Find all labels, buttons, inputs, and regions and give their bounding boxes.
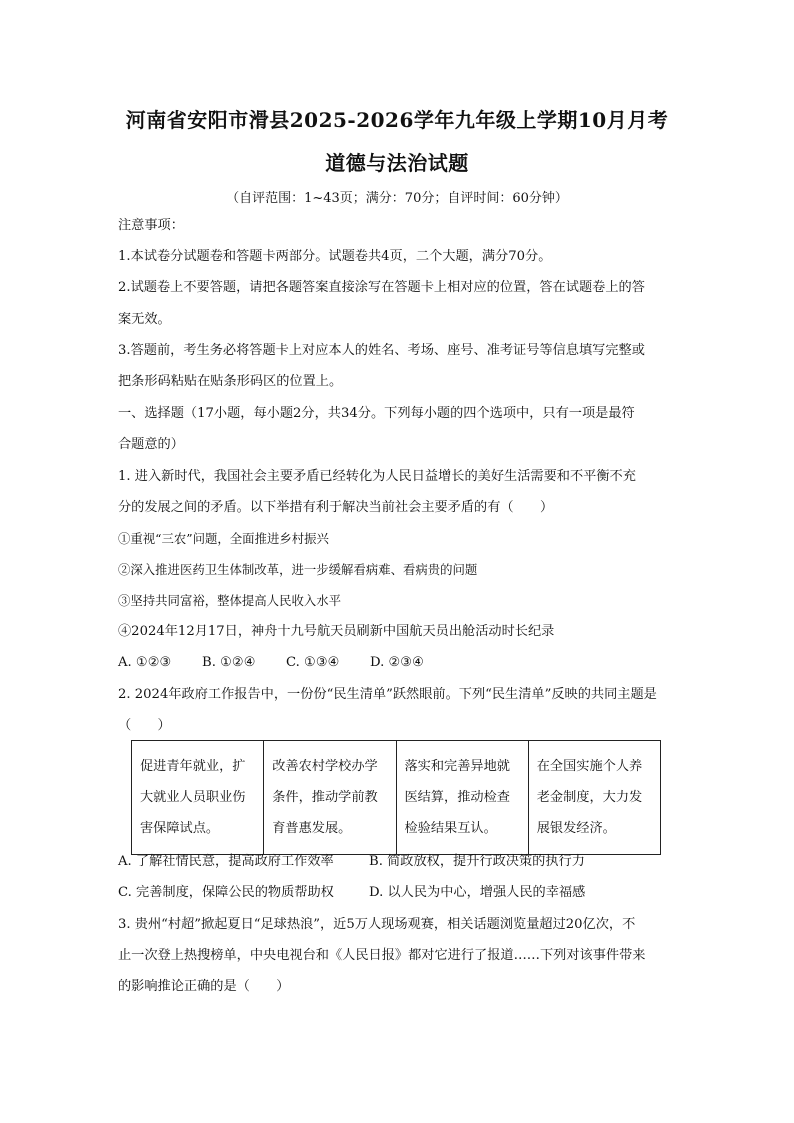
exam-title-line2: 道德与法治试题 — [325, 151, 469, 175]
list-cell: 改善农村学校办学条件，推动学前教育普惠发展。 — [264, 741, 396, 855]
q1-stem: 1. 进入新时代，我国社会主要矛盾已经转化为人民日益增长的美好生活需要和不平衡不充 — [118, 469, 636, 484]
q2-stem: 2. 2024年政府工作报告中，一份份“民生清单”跃然眼前。下列“民生清单”反映的共同主题是 — [118, 687, 657, 702]
q1-option-d[interactable]: D. ②③④ — [370, 655, 424, 670]
q3-stem-end: 的影响推论正确的是（ ） — [118, 979, 290, 994]
q3-stem: 3. 贵州“村超”掀起夏日“足球热浪”，近5万人现场观赛，相关话题浏览量超过20亿次，不 — [118, 917, 636, 932]
q1-option-a[interactable]: A. ①②③ — [118, 655, 172, 670]
notes-item-2: 2.试题卷上不要答题，请把各题答案直接涂写在答题卡上相对应的位置，答在试题卷上的答 — [118, 280, 645, 295]
q1-options — [118, 654, 683, 672]
notes-item-1: 1.本试卷分试题卷和答题卡两部分。试题卷共4页，二个大题，满分70分。 — [118, 249, 552, 264]
q2-option-d[interactable]: D. 以人民为中心，增强人民的幸福感 — [369, 885, 586, 900]
q1-stem-cont: 分的发展之间的矛盾。以下举措有利于解决当前社会主要矛盾的有（ ） — [118, 500, 554, 515]
list-cell: 促进青年就业，扩大就业人员职业伤害保障试点。 — [132, 741, 264, 855]
table-row — [132, 741, 661, 855]
notes-item-2-cont: 案无效。 — [118, 312, 171, 327]
q1-statement-4: ④2024年12月17日，神舟十九号航天员刷新中国航天员出舱活动时长纪录 — [118, 624, 555, 639]
q2-option-c[interactable]: C. 完善制度，保障公民的物质帮助权 — [118, 885, 334, 900]
q3-stem-cont: 止一次登上热搜榜单，中央电视台和《人民日报》都对它进行了报道……下列对该事件带来 — [118, 948, 646, 963]
q1-statement-2: ②深入推进医药卫生体制改革，进一步缓解看病难、看病贵的问题 — [118, 562, 478, 577]
notes-heading: 注意事项： — [118, 218, 184, 233]
q2-option-a[interactable]: A. 了解社情民意，提高政府工作效率 — [118, 854, 334, 869]
list-cell: 落实和完善异地就医结算，推动检查检验结果互认。 — [396, 741, 528, 855]
notes-item-3: 3.答题前，考生务必将答题卡上对应本人的姓名、考场、座号、准考证号等信息填写完整或 — [118, 343, 645, 358]
q2-option-b[interactable]: B. 简政放权，提升行政决策的执行力 — [369, 854, 585, 869]
q1-statement-1: ①重视“三农”问题，全面推进乡村振兴 — [118, 531, 329, 546]
list-cell: 在全国实施个人养老金制度，大力发展银发经济。 — [528, 741, 660, 855]
q2-options-row-2 — [118, 884, 683, 902]
q1-option-c[interactable]: C. ①③④ — [286, 655, 340, 670]
exam-subtitle: （自评范围：1~43页；满分：70分；自评时间：60分钟） — [226, 191, 568, 206]
q2-options-row-1 — [118, 853, 683, 871]
q1-statement-3: ③坚持共同富裕，整体提高人民收入水平 — [118, 593, 342, 608]
exam-title-line1: 河南省安阳市滑县2025-2026学年九年级上学期10月月考 — [125, 108, 669, 132]
notes-item-3-cont: 把条形码粘贴在贴条形码区的位置上。 — [118, 374, 343, 389]
livelihood-list-table — [131, 740, 661, 855]
q1-option-b[interactable]: B. ①②④ — [202, 655, 256, 670]
q2-stem-cont: （ ） — [118, 718, 171, 733]
section-heading-cont: 合题意的） — [118, 437, 184, 452]
section-heading: 一、选择题（17小题，每小题2分，共34分。下列每小题的四个选项中，只有一项是最符 — [118, 406, 635, 421]
